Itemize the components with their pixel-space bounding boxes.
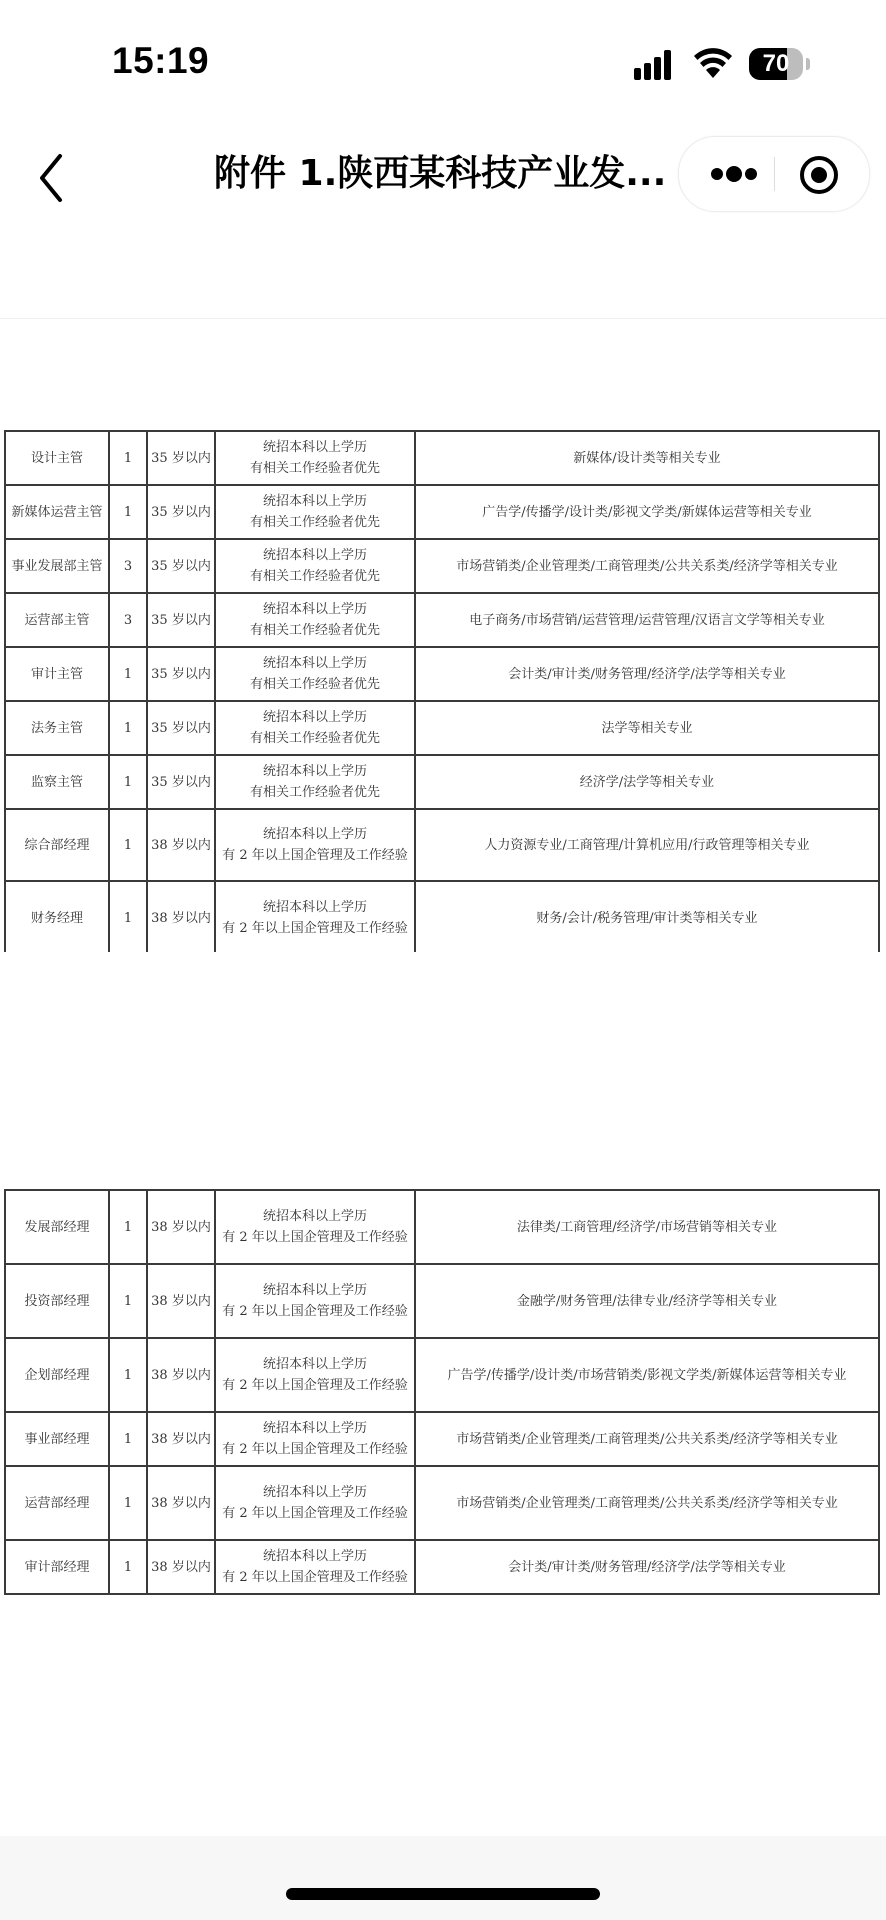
battery-icon — [749, 48, 803, 80]
age-limit-cell: 35 岁以内 — [147, 755, 215, 809]
position-cell: 事业发展部主管 — [5, 539, 109, 593]
major-cell: 新媒体/设计类等相关专业 — [415, 431, 879, 485]
requirement-cell — [215, 1466, 415, 1540]
position-cell: 企划部经理 — [5, 1338, 109, 1412]
table-row — [5, 593, 879, 647]
major-cell: 会计类/审计类/财务管理/经济学/法学等相关专业 — [415, 1540, 879, 1594]
age-limit-cell: 38 岁以内 — [147, 881, 215, 955]
table-row — [5, 881, 879, 955]
position-cell: 运营部主管 — [5, 593, 109, 647]
age-limit-cell: 35 岁以内 — [147, 539, 215, 593]
major-cell: 金融学/财务管理/法律专业/经济学等相关专业 — [415, 1264, 879, 1338]
bottom-safe-area — [0, 1836, 886, 1920]
age-limit-cell: 38 岁以内 — [147, 1190, 215, 1264]
education-requirement: 统招本科以上学历 — [262, 827, 367, 842]
requirement-cell — [215, 755, 415, 809]
experience-requirement: 有相关工作经验者优先 — [249, 731, 380, 746]
table-row — [5, 1412, 879, 1466]
table-row — [5, 809, 879, 881]
major-cell: 电子商务/市场营销/运营管理/运营管理/汉语言文学等相关专业 — [415, 593, 879, 647]
requirement-cell — [215, 539, 415, 593]
position-cell: 运营部经理 — [5, 1466, 109, 1540]
position-cell: 财务经理 — [5, 881, 109, 955]
position-cell: 发展部经理 — [5, 1190, 109, 1264]
major-cell: 财务/会计/税务管理/审计类等相关专业 — [415, 881, 879, 955]
requirement-cell — [215, 1264, 415, 1338]
table-row — [5, 485, 879, 539]
requirement-cell — [215, 485, 415, 539]
education-requirement: 统招本科以上学历 — [262, 764, 367, 779]
education-requirement: 统招本科以上学历 — [262, 1209, 367, 1224]
major-cell: 市场营销类/企业管理类/工商管理类/公共关系类/经济学等相关专业 — [415, 1466, 879, 1540]
experience-requirement: 有 2 年以上国企管理及工作经验 — [222, 1570, 408, 1585]
headcount-cell: 1 — [109, 1412, 147, 1466]
requirement-cell — [215, 593, 415, 647]
requirement-cell — [215, 647, 415, 701]
nav-separator — [0, 318, 886, 319]
major-cell: 会计类/审计类/财务管理/经济学/法学等相关专业 — [415, 647, 879, 701]
experience-requirement: 有 2 年以上国企管理及工作经验 — [222, 1304, 408, 1319]
experience-requirement: 有 2 年以上国企管理及工作经验 — [222, 1506, 408, 1521]
capsule-divider — [774, 157, 775, 191]
headcount-cell: 1 — [109, 647, 147, 701]
table-row — [5, 1338, 879, 1412]
headcount-cell: 1 — [109, 1190, 147, 1264]
requirement-cell — [215, 1338, 415, 1412]
nav-bar — [0, 120, 886, 320]
position-cell: 设计主管 — [5, 431, 109, 485]
experience-requirement: 有相关工作经验者优先 — [249, 677, 380, 692]
experience-requirement: 有相关工作经验者优先 — [249, 515, 380, 530]
education-requirement: 统招本科以上学历 — [262, 1549, 367, 1564]
headcount-cell: 1 — [109, 701, 147, 755]
age-limit-cell: 38 岁以内 — [147, 1466, 215, 1540]
major-cell: 法律类/工商管理/经济学/市场营销等相关专业 — [415, 1190, 879, 1264]
position-cell: 法务主管 — [5, 701, 109, 755]
experience-requirement: 有 2 年以上国企管理及工作经验 — [222, 848, 408, 863]
table-row — [5, 1190, 879, 1264]
table-row — [5, 755, 879, 809]
age-limit-cell: 35 岁以内 — [147, 701, 215, 755]
experience-requirement: 有 2 年以上国企管理及工作经验 — [222, 1442, 408, 1457]
experience-requirement: 有相关工作经验者优先 — [249, 569, 380, 584]
table-row — [5, 701, 879, 755]
education-requirement: 统招本科以上学历 — [262, 1485, 367, 1500]
headcount-cell: 1 — [109, 1264, 147, 1338]
wifi-icon — [693, 46, 733, 80]
experience-requirement: 有相关工作经验者优先 — [249, 623, 380, 638]
headcount-cell: 1 — [109, 1466, 147, 1540]
headcount-cell: 3 — [109, 593, 147, 647]
headcount-cell: 1 — [109, 809, 147, 881]
battery-cap — [806, 58, 810, 70]
table-row — [5, 1540, 879, 1594]
requirement-cell — [215, 809, 415, 881]
age-limit-cell: 35 岁以内 — [147, 431, 215, 485]
table-row — [5, 539, 879, 593]
education-requirement: 统招本科以上学历 — [262, 900, 367, 915]
age-limit-cell: 38 岁以内 — [147, 1338, 215, 1412]
education-requirement: 统招本科以上学历 — [262, 656, 367, 671]
experience-requirement: 有相关工作经验者优先 — [249, 461, 380, 476]
position-cell: 综合部经理 — [5, 809, 109, 881]
age-limit-cell: 35 岁以内 — [147, 647, 215, 701]
position-cell: 投资部经理 — [5, 1264, 109, 1338]
status-time: 15:19 — [112, 40, 210, 81]
close-miniprogram-icon[interactable] — [799, 155, 839, 195]
position-cell: 审计部经理 — [5, 1540, 109, 1594]
cellular-signal-icon — [634, 50, 680, 80]
position-cell: 监察主管 — [5, 755, 109, 809]
table-row — [5, 647, 879, 701]
major-cell: 市场营销类/企业管理类/工商管理类/公共关系类/经济学等相关专业 — [415, 1412, 879, 1466]
headcount-cell: 1 — [109, 881, 147, 955]
requirement-cell — [215, 1412, 415, 1466]
headcount-cell: 1 — [109, 1338, 147, 1412]
headcount-cell: 3 — [109, 539, 147, 593]
education-requirement: 统招本科以上学历 — [262, 1421, 367, 1436]
experience-requirement: 有 2 年以上国企管理及工作经验 — [222, 1230, 408, 1245]
requirement-cell — [215, 701, 415, 755]
more-options-icon[interactable] — [709, 165, 759, 183]
headcount-cell: 1 — [109, 1540, 147, 1594]
headcount-cell: 1 — [109, 485, 147, 539]
status-bar — [0, 0, 886, 120]
major-cell: 广告学/传播学/设计类/影视文学类/新媒体运营等相关专业 — [415, 485, 879, 539]
education-requirement: 统招本科以上学历 — [262, 1283, 367, 1298]
requirement-cell — [215, 1540, 415, 1594]
education-requirement: 统招本科以上学历 — [262, 494, 367, 509]
headcount-cell: 1 — [109, 431, 147, 485]
age-limit-cell: 35 岁以内 — [147, 593, 215, 647]
major-cell: 法学等相关专业 — [415, 701, 879, 755]
requirement-cell — [215, 1190, 415, 1264]
position-cell: 新媒体运营主管 — [5, 485, 109, 539]
major-cell: 市场营销类/企业管理类/工商管理类/公共关系类/经济学等相关专业 — [415, 539, 879, 593]
age-limit-cell: 38 岁以内 — [147, 1264, 215, 1338]
age-limit-cell: 38 岁以内 — [147, 809, 215, 881]
education-requirement: 统招本科以上学历 — [262, 440, 367, 455]
experience-requirement: 有 2 年以上国企管理及工作经验 — [222, 921, 408, 936]
home-indicator[interactable] — [286, 1888, 600, 1900]
education-requirement: 统招本科以上学历 — [262, 548, 367, 563]
job-table-2 — [4, 1189, 880, 1595]
back-icon[interactable] — [30, 148, 70, 208]
mini-program-capsule — [678, 136, 870, 212]
major-cell: 人力资源专业/工商管理/计算机应用/行政管理等相关专业 — [415, 809, 879, 881]
table-row — [5, 431, 879, 485]
headcount-cell: 1 — [109, 755, 147, 809]
education-requirement: 统招本科以上学历 — [262, 1357, 367, 1372]
table-row — [5, 1466, 879, 1540]
page-gap — [0, 952, 886, 1182]
page-title: 附件 1.陕西某科技产业发... — [214, 153, 667, 194]
job-table-1 — [4, 430, 880, 956]
experience-requirement: 有相关工作经验者优先 — [249, 785, 380, 800]
age-limit-cell: 38 岁以内 — [147, 1412, 215, 1466]
education-requirement: 统招本科以上学历 — [262, 602, 367, 617]
education-requirement: 统招本科以上学历 — [262, 710, 367, 725]
battery-percent: 70 — [762, 50, 790, 77]
position-cell: 事业部经理 — [5, 1412, 109, 1466]
requirement-cell — [215, 881, 415, 955]
requirement-cell — [215, 431, 415, 485]
table-row — [5, 1264, 879, 1338]
position-cell: 审计主管 — [5, 647, 109, 701]
major-cell: 经济学/法学等相关专业 — [415, 755, 879, 809]
age-limit-cell: 38 岁以内 — [147, 1540, 215, 1594]
age-limit-cell: 35 岁以内 — [147, 485, 215, 539]
experience-requirement: 有 2 年以上国企管理及工作经验 — [222, 1378, 408, 1393]
major-cell: 广告学/传播学/设计类/市场营销类/影视文学类/新媒体运营等相关专业 — [415, 1338, 879, 1412]
